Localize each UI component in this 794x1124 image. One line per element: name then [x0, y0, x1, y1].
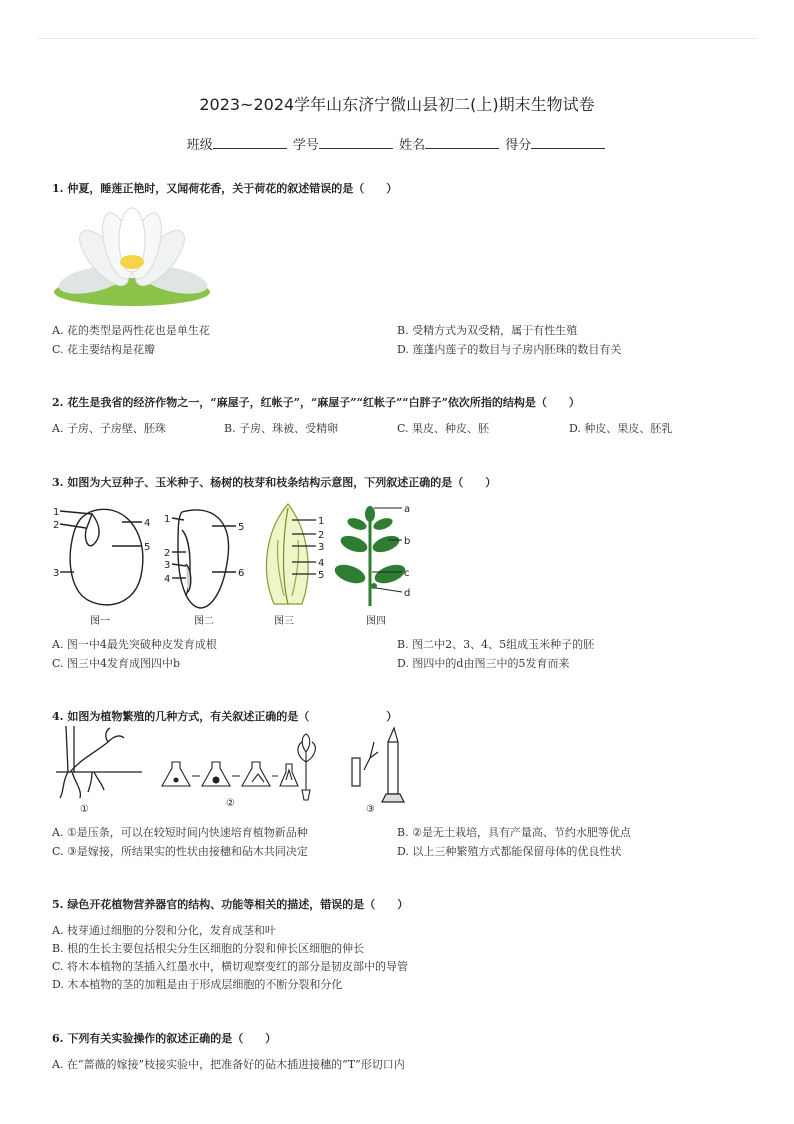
layering-figure — [56, 726, 142, 798]
q3-option-a[interactable]: A. 图一中4最先突破种皮发育成根 — [52, 638, 217, 651]
q5-option-b[interactable]: B. 根的生长主要包括根尖分生区细胞的分裂和伸长区细胞的伸长 — [52, 942, 365, 955]
fig2-label-3: 3 — [164, 560, 171, 571]
q1-option-c[interactable]: C. 花主要结构是花瓣 — [52, 343, 156, 356]
page-title: 2023~2024学年山东济宁微山县初二(上)期末生物试卷 — [199, 95, 595, 114]
q6-option-a[interactable]: A. 在“蔷薇的嫁接”枝接实验中，把准备好的砧木插进接穗的“T”形切口内 — [52, 1058, 405, 1071]
plant-propagation-diagram — [52, 722, 422, 814]
fig4-label-c: c — [404, 568, 410, 579]
fig4-caption: 图四 — [366, 616, 386, 627]
fig3-caption: 图三 — [274, 616, 294, 627]
fig4-label-d: d — [404, 588, 411, 599]
q5-option-c[interactable]: C. 将木本植物的茎插入红墨水中，横切观察变红的部分是韧皮部中的导管 — [52, 960, 409, 973]
fig3-label-1: 1 — [318, 516, 325, 527]
field-name-label: 姓名 — [399, 138, 426, 153]
tissue-culture-figure — [162, 734, 315, 800]
class-blank[interactable] — [213, 137, 287, 149]
fig2-label-6: 6 — [238, 568, 245, 579]
q1-option-a[interactable]: A. 花的类型是两性花也是单生花 — [52, 324, 210, 337]
question-1-stem: 1. 仲夏，睡莲正艳时，又闻荷花香，关于荷花的叙述错误的是（ ） — [52, 182, 398, 195]
fig3-label-2: 2 — [318, 530, 325, 541]
fig3-label-4: 4 — [318, 558, 325, 569]
fig-caption-2: ② — [226, 798, 235, 809]
q1-option-b[interactable]: B. 受精方式为双受精，属于有性生殖 — [397, 324, 578, 337]
fig-caption-1: ① — [80, 804, 89, 814]
score-blank[interactable] — [531, 137, 605, 149]
top-divider — [38, 38, 756, 39]
lotus-flower-image — [52, 200, 212, 312]
fig1-label-5: 5 — [144, 542, 151, 553]
q4-option-b[interactable]: B. ②是无土栽培，具有产量高、节约水肥等优点 — [397, 826, 631, 839]
field-score-label: 得分 — [505, 138, 532, 153]
question-3-stem: 3. 如图为大豆种子、玉米种子、杨树的枝芽和枝条结构示意图，下列叙述正确的是（ ） — [52, 476, 497, 489]
q5-option-a[interactable]: A. 枝芽通过细胞的分裂和分化，发育成茎和叶 — [52, 924, 276, 937]
fig4-label-b: b — [404, 536, 411, 547]
seed-and-bud-diagram — [52, 500, 422, 628]
student-info-row — [0, 134, 794, 153]
fig1-label-3: 3 — [53, 568, 60, 579]
question-5-stem: 5. 绿色开花植物营养器官的结构、功能等相关的描述，错误的是（ ） — [52, 898, 409, 911]
fig1-label-2: 2 — [53, 520, 60, 531]
q3-option-c[interactable]: C. 图三中4发育成图四中b — [52, 657, 181, 670]
field-class-label: 班级 — [186, 138, 213, 153]
id-blank[interactable] — [319, 137, 393, 149]
q2-option-b[interactable]: B. 子房、珠被、受精卵 — [224, 422, 339, 435]
fig3-label-5: 5 — [318, 570, 325, 581]
q4-option-d[interactable]: D. 以上三种繁殖方式都能保留母体的优良性状 — [397, 845, 622, 858]
fig1-label-1: 1 — [53, 507, 60, 518]
q4-option-c[interactable]: C. ③是嫁接，所结果实的性状由接穗和砧木共同决定 — [52, 845, 308, 858]
fig2-label-2: 2 — [164, 548, 171, 559]
q2-option-c[interactable]: C. 果皮、种皮、胚 — [397, 422, 490, 435]
fig4-label-a: a — [404, 504, 411, 515]
q4-option-a[interactable]: A. ①是压条，可以在较短时间内快速培育植物新品种 — [52, 826, 308, 839]
branch-figure — [332, 504, 411, 606]
q2-option-d[interactable]: D. 种皮、果皮、胚乳 — [569, 422, 673, 435]
fig1-caption: 图一 — [90, 616, 110, 627]
fig2-label-1: 1 — [164, 514, 171, 525]
q2-option-a[interactable]: A. 子房、子房壁、胚珠 — [52, 422, 166, 435]
fig2-caption: 图二 — [194, 616, 214, 627]
fig2-label-4: 4 — [164, 574, 171, 585]
branch-bud-figure — [266, 504, 316, 604]
name-blank[interactable] — [425, 137, 499, 149]
question-4-stem: 4. 如图为植物繁殖的几种方式，有关叙述正确的是（ ） — [52, 710, 398, 723]
corn-seed-figure — [172, 510, 236, 608]
soybean-seed-figure — [60, 509, 143, 605]
q3-option-d[interactable]: D. 图四中的d由图三中的5发育而来 — [397, 657, 570, 670]
fig3-label-3: 3 — [318, 542, 325, 553]
lotus-stamen — [120, 255, 144, 269]
question-6-stem: 6. 下列有关实验操作的叙述正确的是（ ） — [52, 1032, 277, 1045]
field-id-label: 学号 — [292, 138, 319, 153]
fig1-label-4: 4 — [144, 518, 151, 529]
q3-option-b[interactable]: B. 图二中2、3、4、5组成玉米种子的胚 — [397, 638, 595, 651]
q1-option-d[interactable]: D. 莲蓬内莲子的数目与子房内胚珠的数目有关 — [397, 343, 622, 356]
fig2-label-5: 5 — [238, 522, 245, 533]
fig-caption-3: ③ — [366, 804, 375, 814]
question-2-stem: 2. 花生是我省的经济作物之一，“麻屋子，红帐子”，“麻屋子”“红帐子”“白胖子”依次所指的结构是（ ） — [52, 396, 580, 409]
q5-option-d[interactable]: D. 木本植物的茎的加粗是由于形成层细胞的不断分裂和分化 — [52, 978, 343, 991]
grafting-figure — [352, 728, 404, 802]
